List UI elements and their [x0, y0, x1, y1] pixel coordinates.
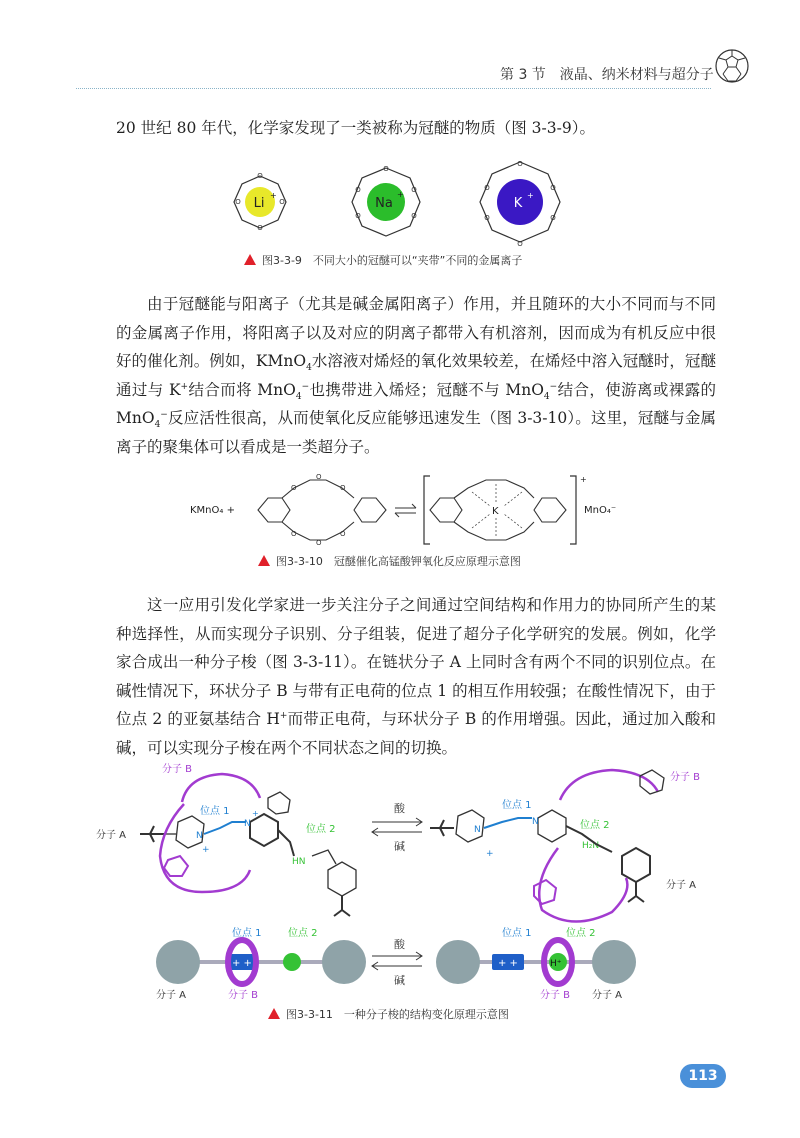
svg-text:+: +: [397, 190, 404, 199]
svg-text:碱: 碱: [394, 840, 405, 853]
chapter-header: 第 3 节 液晶、纳米材料与超分子: [500, 67, 714, 83]
paragraph-catalyst: 由于冠醚能与阳离子（尤其是碱金属阳离子）作用，并且随环的大小不同而与不同的金属离子作用，将阳离子以及对应的阴离子都带入有机溶剂，因而成为有机反应中很好的催化剂。例如，KMnO$_4$水溶液对烯烃的氧化效果较差，在烯烃中溶入冠醚时，冠醚通过与 K+结合而将 MnO$_4$−也携带进入烯烃；冠醚不与 MnO$_4$−结合，使游离或裸露的 MnO$_4$−反应活性很高，从而使氧化反应能够迅速发生（图 3-3-10）。这里，冠醚与金属离子的聚集体可以看成是一类超分子。: [116, 295, 716, 456]
svg-text:O: O: [316, 539, 322, 547]
svg-text:碱: 碱: [394, 974, 405, 987]
caption-fig-3-3-10: 图3-3-10 冠醚催化高锰酸钾氧化反应原理示意图: [258, 553, 521, 569]
svg-text:分子 A: 分子 A: [96, 830, 127, 841]
header-rule: [76, 88, 711, 89]
svg-text:位点 1: 位点 1: [200, 806, 230, 817]
svg-text:+: +: [486, 849, 494, 859]
potassium-center-label: K: [492, 506, 499, 517]
svg-text:分子 B: 分子 B: [540, 990, 571, 1001]
svg-text:位点 1: 位点 1: [502, 928, 532, 939]
shuttle-schematic: [156, 926, 636, 1001]
caption-triangle-icon: [244, 254, 256, 265]
paragraph-intro: 20 世纪 80 年代，化学家发现了一类被称为冠醚的物质（图 3-3-9）。: [116, 119, 595, 137]
shuttle-structure-basic: [96, 762, 356, 916]
svg-text:O: O: [257, 224, 263, 232]
svg-text:N: N: [532, 817, 539, 827]
svg-text:O: O: [257, 172, 263, 180]
kmno4-label: KMnO₄ +: [190, 505, 235, 516]
svg-text:酸: 酸: [394, 938, 405, 951]
svg-text:+ +: + +: [232, 958, 252, 969]
crown-ether-large: [480, 160, 560, 246]
svg-text:O: O: [235, 198, 241, 206]
svg-text:分子 A: 分子 A: [592, 990, 623, 1001]
svg-text:分子 B: 分子 B: [670, 772, 701, 783]
caption-fig-3-3-11: 图3-3-11 一种分子梭的结构变化原理示意图: [268, 1006, 509, 1022]
molecular-shuttle-figure: [92, 752, 722, 1012]
svg-text:分子 B: 分子 B: [162, 764, 193, 775]
svg-text:O: O: [291, 484, 297, 492]
page-number: 113: [680, 1064, 726, 1088]
paragraph-molecular-shuttle: 这一应用引发化学家进一步关注分子之间通过空间结构和作用力的协同所产生的某种选择性，从而实现分子识别、分子组装，促进了超分子化学研究的发展。例如，化学家合成出一种分子梭（图 3-3-11）。在链状分子 A 上同时含有两个不同的识别位点。在碱性情况下，环状分子 B 与带有正电荷的位点 1 的相互作用较强；在酸性情况下，由于位点 2 的亚氨基结合 H+而带正电荷，与环状分子 B 的作用增强。因此，通过加入酸和碱，可以实现分子梭在两个不同状态之间的切换。: [116, 596, 716, 757]
svg-text:O: O: [550, 214, 556, 222]
svg-text:O: O: [484, 184, 490, 192]
svg-text:O: O: [355, 186, 361, 194]
svg-text:O: O: [340, 530, 346, 538]
permanganate-label: MnO₄⁻: [584, 505, 617, 516]
svg-text:HN: HN: [292, 857, 306, 867]
svg-text:O: O: [484, 214, 490, 222]
crown-ether-medium: [352, 165, 420, 236]
svg-text:分子 A: 分子 A: [156, 990, 187, 1001]
svg-text:+ +: + +: [498, 958, 518, 969]
svg-text:+: +: [270, 191, 277, 200]
svg-text:H₂N: H₂N: [582, 841, 600, 851]
svg-text:N: N: [474, 825, 481, 835]
svg-text:分子 A: 分子 A: [666, 880, 697, 891]
caption-triangle-icon: [268, 1008, 280, 1019]
svg-text:O: O: [517, 160, 523, 168]
crown-ether-figure: [220, 160, 580, 246]
ion-label-li: Li: [253, 196, 265, 211]
fullerene-icon: [714, 48, 750, 84]
svg-text:O: O: [517, 240, 523, 246]
stopper-left-a: [156, 940, 200, 984]
svg-text:位点 2: 位点 2: [566, 928, 596, 939]
svg-text:位点 1: 位点 1: [232, 928, 262, 939]
caption-fig-3-3-9: 图3-3-9 不同大小的冠醚可以“夹带”不同的金属离子: [244, 252, 522, 268]
crown-ether-reaction-figure: [190, 470, 620, 550]
stopper-left-b: [436, 940, 480, 984]
complex-charge: +: [580, 475, 587, 484]
caption-triangle-icon: [258, 555, 270, 566]
svg-text:位点 1: 位点 1: [502, 800, 532, 811]
site2-dot: [283, 953, 301, 971]
ion-label-na: Na: [375, 196, 393, 211]
crown-ether-small: [234, 172, 286, 232]
svg-text:分子 B: 分子 B: [228, 990, 259, 1001]
svg-text:位点 2: 位点 2: [306, 824, 336, 835]
svg-text:O: O: [340, 484, 346, 492]
svg-text:+: +: [202, 845, 210, 855]
stopper-right-b: [592, 940, 636, 984]
svg-text:O: O: [291, 530, 297, 538]
svg-text:O: O: [411, 186, 417, 194]
shuttle-structure-acidic: [430, 770, 700, 922]
svg-text:H⁺: H⁺: [550, 959, 562, 969]
stopper-right-a: [322, 940, 366, 984]
svg-text:N: N: [244, 819, 251, 829]
svg-text:O: O: [316, 473, 322, 481]
ion-label-k: K: [513, 196, 523, 211]
svg-text:O: O: [383, 165, 389, 173]
dicyclohexyl-crown-left: [258, 480, 386, 540]
svg-text:位点 2: 位点 2: [580, 820, 610, 831]
svg-text:O: O: [550, 184, 556, 192]
svg-text:N: N: [196, 831, 203, 841]
svg-text:O: O: [279, 198, 285, 206]
svg-text:位点 2: 位点 2: [288, 928, 318, 939]
svg-text:+: +: [527, 191, 534, 200]
svg-text:O: O: [411, 212, 417, 220]
svg-text:酸: 酸: [394, 802, 405, 815]
svg-text:O: O: [355, 212, 361, 220]
svg-text:+: +: [252, 809, 259, 818]
